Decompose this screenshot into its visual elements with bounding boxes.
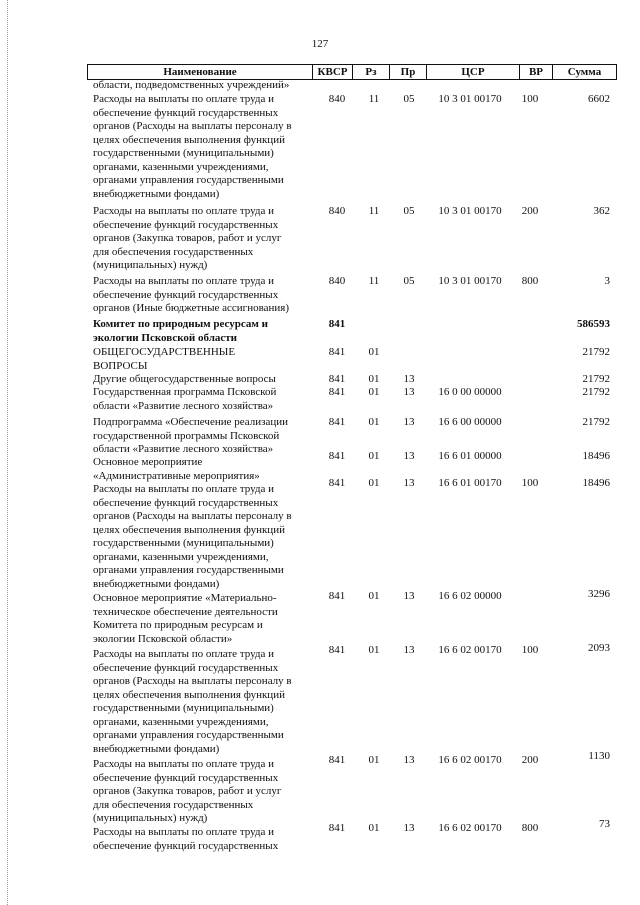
row-sum: 21792 [582,346,610,358]
row-kvsr: 840 [328,205,346,217]
row-vr: 100 [521,644,539,656]
row-sum: 6602 [588,93,610,105]
row-sum: 21792 [582,386,610,398]
row-name-line: Государственная программа Псковской [93,386,277,398]
row-name-line: Расходы на выплаты по оплате труда и [93,93,275,105]
row-name-line: обеспечение функций государственных [93,218,279,231]
row-name-line: органами управления государственными [93,564,284,576]
row-name-line: целях обеспечения выполнения функций [93,133,285,146]
row-name-line: Расходы на выплаты по оплате труда и [93,648,275,660]
row-name-line: органами, казенными учреждениями, [93,160,269,173]
row-csr: 10 3 01 00170 [438,275,502,287]
row-rz: 01 [368,346,380,358]
row-name-line: области, подведомственных учреждений» [93,79,290,91]
row-name-line: обеспечение функций государственных [93,288,279,301]
row-kvsr: 840 [328,93,346,105]
row-pr: 05 [403,93,415,105]
scan-edge [7,0,10,905]
row-rz: 01 [368,373,380,385]
header-name: Наименование [88,65,313,79]
row-rz: 11 [368,93,380,105]
row-name-line: «Административные мероприятия» [93,469,260,482]
row-rz: 01 [368,386,380,398]
row-vr: 100 [521,93,539,105]
row-name-line: целях обеспечения выполнения функций [93,688,285,701]
row-name-line: области «Развитие лесного хозяйства» [93,443,274,455]
header-csr: ЦСР [427,65,520,79]
row-vr: 100 [521,477,539,489]
header-rz: Рз [353,65,390,79]
row-kvsr: 841 [328,754,346,766]
row-name-line: государственной программы Псковской [93,429,280,442]
row-name-line: органов (Иные бюджетные ассигнования) [93,302,290,314]
row-name-line: обеспечение функций государственных [93,771,279,784]
row-name-line: Расходы на выплаты по оплате труда и [93,275,275,287]
row-csr: 16 6 02 00000 [438,590,502,602]
row-sum: 18496 [582,450,610,462]
row-csr: 10 3 01 00170 [438,205,502,217]
row-vr: 200 [521,754,539,766]
row-csr: 16 6 00 00000 [438,416,502,428]
row-pr: 13 [403,822,415,834]
header-kvsr: КВСР [313,65,353,79]
row-name-line: органами, казенными учреждениями, [93,550,269,563]
row-rz: 01 [368,416,380,428]
row-name-line: государственными (муниципальными) [93,702,274,714]
row-name-line: органов (Расходы на выплаты персоналу в [93,510,292,522]
table-header [87,64,617,80]
row-name-line: государственными (муниципальными) [93,537,274,549]
row-kvsr: 841 [328,373,346,385]
row-name-line: ВОПРОСЫ [93,359,148,372]
row-kvsr: 841 [328,822,346,834]
row-sum: 362 [593,205,610,217]
row-pr: 13 [403,450,415,462]
row-kvsr: 841 [328,477,346,489]
row-kvsr: 841 [328,386,346,398]
row-vr: 800 [521,275,539,287]
row-pr: 13 [403,644,415,656]
row-csr: 16 6 02 00170 [438,822,502,834]
row-csr: 16 0 00 00000 [438,386,502,398]
row-name-line: органов (Расходы на выплаты персоналу в [93,675,292,687]
row-name-line: органов (Закупка товаров, работ и услуг [93,785,282,797]
row-kvsr: 841 [328,416,346,428]
row-sum: 21792 [582,373,610,385]
row-name-line: целях обеспечения выполнения функций [93,523,285,536]
row-name-line: Подпрограмма «Обеспечение реализации [93,416,288,428]
row-name-line: обеспечение функций государственных [93,661,279,674]
row-rz: 11 [368,205,380,217]
row-pr: 13 [403,477,415,489]
row-csr: 16 6 02 00170 [438,644,502,656]
row-csr: 16 6 01 00000 [438,450,502,462]
row-name-line: области «Развитие лесного хозяйства» [93,399,274,412]
row-rz: 01 [368,590,380,602]
row-pr: 13 [403,754,415,766]
row-kvsr: 841 [328,590,346,602]
row-csr: 16 6 01 00170 [438,477,502,489]
row-kvsr: 841 [328,318,346,330]
row-pr: 05 [403,275,415,287]
row-name-line: Расходы на выплаты по оплате труда и [93,205,275,217]
row-pr: 13 [403,386,415,398]
row-vr: 800 [521,822,539,834]
page-number: 127 [311,38,329,50]
row-name-line: для обеспечения государственных [93,798,254,811]
row-sum: 18496 [582,477,610,489]
row-pr: 13 [403,590,415,602]
row-name-line: органами, казенными учреждениями, [93,715,269,728]
row-sum: 2093 [588,642,610,654]
row-rz: 01 [368,644,380,656]
row-name-line: техническое обеспечение деятельности [93,605,278,618]
row-name-line: государственными (муниципальными) [93,147,274,159]
row-sum: 3 [604,275,610,287]
row-rz: 01 [368,477,380,489]
row-kvsr: 841 [328,346,346,358]
row-csr: 16 6 02 00170 [438,754,502,766]
row-name-line: Основное мероприятие «Материально- [93,592,277,604]
row-name-line: (муниципальных) нужд) [93,259,208,271]
row-csr: 10 3 01 00170 [438,93,502,105]
row-rz: 01 [368,822,380,834]
row-vr: 200 [521,205,539,217]
row-sum: 586593 [577,318,610,330]
row-pr: 05 [403,205,415,217]
row-rz: 01 [368,754,380,766]
row-name-line: (муниципальных) нужд) [93,812,208,824]
row-name-line: обеспечение функций государственных [93,106,279,119]
header-vr: ВР [520,65,553,79]
row-name-line: экологии Псковской области [93,331,238,344]
row-sum: 1130 [588,750,610,762]
row-sum: 73 [599,818,610,830]
row-name-line: органов (Закупка товаров, работ и услуг [93,232,282,244]
row-sum: 3296 [588,588,610,600]
row-kvsr: 841 [328,644,346,656]
row-name-line: Основное мероприятие [93,456,203,468]
row-name-line: внебюджетными фондами) [93,577,220,590]
row-name-line: ОБЩЕГОСУДАРСТВЕННЫЕ [93,346,236,358]
row-rz: 01 [368,450,380,462]
row-name-line: внебюджетными фондами) [93,742,220,755]
header-pr: Пр [390,65,427,79]
row-name-line: Другие общегосударственные вопросы [93,373,276,385]
row-name-line: органами управления государственными [93,174,284,186]
row-pr: 13 [403,373,415,385]
row-sum: 21792 [582,416,610,428]
row-name-line: экологии Псковской области» [93,632,233,645]
row-rz: 11 [368,275,380,287]
row-name-line: обеспечение функций государственных [93,496,279,509]
row-name-line: органами управления государственными [93,729,284,741]
row-name-line: для обеспечения государственных [93,245,254,258]
row-name-line: обеспечение функций государственных [93,839,279,852]
header-sum: Сумма [567,66,602,78]
row-name-line: Комитета по природным ресурсам и [93,619,263,631]
row-kvsr: 841 [328,450,346,462]
row-name-line: Расходы на выплаты по оплате труда и [93,758,275,770]
row-name-line: Расходы на выплаты по оплате труда и [93,826,275,838]
row-name-line: Расходы на выплаты по оплате труда и [93,483,275,495]
row-name-line: внебюджетными фондами) [93,187,220,200]
row-kvsr: 840 [328,275,346,287]
row-name-line: органов (Расходы на выплаты персоналу в [93,120,292,132]
row-pr: 13 [403,416,415,428]
row-name-line: Комитет по природным ресурсам и [93,318,268,330]
